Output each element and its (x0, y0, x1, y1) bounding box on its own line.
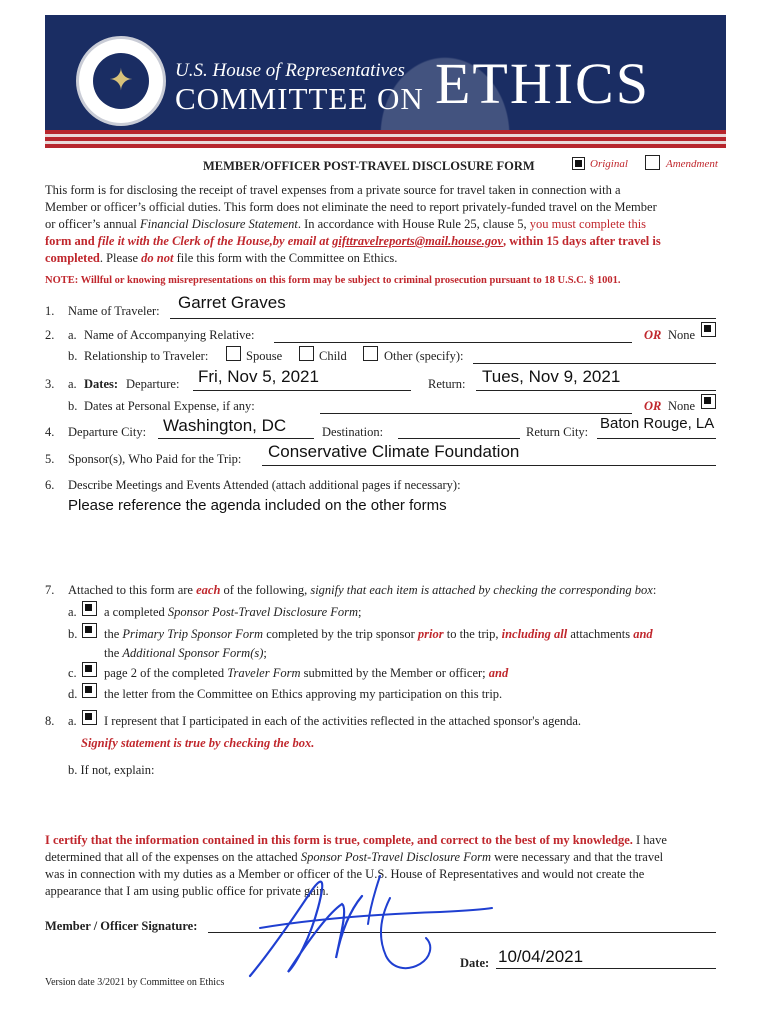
return-city-label: Return City: (526, 425, 589, 439)
personal-dates-label: Dates at Personal Expense, if any: (84, 399, 255, 413)
spouse-checkbox[interactable] (226, 346, 241, 361)
q2a-marker: a. (68, 328, 77, 342)
header-banner (45, 15, 726, 148)
amendment-checkbox[interactable] (645, 155, 660, 170)
q7b-marker: b. (68, 627, 78, 641)
q2-none-label: None (668, 328, 696, 342)
relative-label: Name of Accompanying Relative: (84, 328, 255, 342)
departure-line (193, 390, 411, 391)
child-label: Child (319, 349, 347, 363)
certification-paragraph: I certify that the information contained in this form is true, complete, and correct to the best of my knowledge. I have determined that all of the expenses on the attached Sponsor Post-Travel Disclosure Form were necessary and that the travel was in connection with my duties as a Member or officer of the U.S. House of Representatives and would not create the appearance that I am using public office for private gain. (45, 833, 667, 898)
q2-number: 2. (45, 328, 55, 342)
departure-date-field[interactable]: Fri, Nov 5, 2021 (198, 367, 319, 386)
clerk-email-link[interactable]: gifttravelreports@mail.house.gov (332, 234, 503, 248)
q7d-marker: d. (68, 687, 78, 701)
q7b-text: the Primary Trip Sponsor Form completed by the trip sponsor prior to the trip, including all attachments and the Additional Sponsor Form(s); (104, 627, 653, 660)
q3-or: OR (644, 399, 662, 413)
committee-on-text: COMMITTEE ON (175, 81, 424, 116)
q1-number: 1. (45, 304, 55, 318)
traveler-form-checkbox[interactable] (82, 662, 97, 677)
personal-dates-field[interactable] (320, 413, 632, 414)
q7a-text: a completed Sponsor Post-Travel Disclosure Form; (104, 605, 362, 619)
sponsor-label: Sponsor(s), Who Paid for the Trip: (68, 452, 242, 466)
signify-statement: Signify statement is true by checking the box. (81, 736, 315, 750)
q3-none-label: None (668, 399, 696, 413)
house-line: U.S. House of Representatives (175, 60, 405, 81)
q8a-marker: a. (68, 714, 77, 728)
relative-none-checkbox[interactable] (701, 322, 716, 337)
q1-line (170, 318, 716, 319)
destination-field[interactable] (398, 438, 520, 439)
q8a-text: I represent that I participated in each of the activities reflected in the attached sponsor's agenda. (104, 714, 582, 728)
q7a-marker: a. (68, 605, 77, 619)
date-label: Date: (460, 956, 490, 970)
return-city-field[interactable]: Baton Rouge, LA (600, 415, 715, 432)
q7-number: 7. (45, 583, 55, 597)
personal-none-checkbox[interactable] (701, 394, 716, 409)
return-date-field[interactable]: Tues, Nov 9, 2021 (482, 367, 621, 386)
original-label: Original (590, 158, 628, 170)
explain-label: b. If not, explain: (68, 763, 155, 777)
version-footer: Version date 3/2021 by Committee on Ethics (45, 977, 225, 988)
q7c-text: page 2 of the completed Traveler Form submitted by the Member or officer; and (104, 666, 509, 680)
q6-number: 6. (45, 478, 55, 492)
participation-checkbox[interactable] (82, 710, 97, 725)
relative-field[interactable] (274, 342, 632, 343)
sponsor-form-checkbox[interactable] (82, 601, 97, 616)
q7-lead: Attached to this form are each of the following, signify that each item is attached by checking the corresponding box: (68, 583, 657, 597)
sponsor-field[interactable]: Conservative Climate Foundation (268, 442, 520, 461)
q5-number: 5. (45, 452, 55, 466)
q3-number: 3. (45, 377, 55, 391)
approval-letter-checkbox[interactable] (82, 683, 97, 698)
meetings-label: Describe Meetings and Events Attended (attach additional pages if necessary): (68, 478, 461, 492)
signature-date-field[interactable]: 10/04/2021 (498, 947, 584, 966)
date-line (496, 968, 716, 969)
meetings-field[interactable]: Please reference the agenda included on the other forms (68, 497, 447, 514)
q2b-marker: b. (68, 349, 78, 363)
q8-number: 8. (45, 714, 55, 728)
primary-sponsor-checkbox[interactable] (82, 623, 97, 638)
criminal-note: NOTE: Willful or knowing misrepresentations on this form may be subject to criminal prosecution pursuant to 18 U.S.C. § 1001. (45, 275, 621, 286)
form-title: MEMBER/OFFICER POST-TRAVEL DISCLOSURE FORM (203, 159, 535, 173)
departure-city-field[interactable]: Washington, DC (163, 416, 287, 435)
return-line (476, 390, 716, 391)
traveler-name-field[interactable]: Garret Graves (178, 293, 286, 312)
amendment-label: Amendment (666, 158, 718, 170)
other-label: Other (specify): (384, 349, 464, 363)
dates-label: Dates: (84, 377, 119, 391)
original-checkbox[interactable] (572, 157, 585, 170)
q7d-text: the letter from the Committee on Ethics approving my participation on this trip. (104, 687, 503, 701)
departure-label: Departure: (126, 377, 180, 391)
departure-city-label: Departure City: (68, 425, 147, 439)
signature-label: Member / Officer Signature: (45, 919, 198, 933)
q3b-marker: b. (68, 399, 78, 413)
destination-label: Destination: (322, 425, 384, 439)
other-checkbox[interactable] (363, 346, 378, 361)
intro-paragraph: This form is for disclosing the receipt of travel expenses from a private source for travel taken in connection with a Member or officer’s official duties. This form does not eliminate the need to report privately-funded travel on the Member or officer’s annual Financial Disclosure Statement. In accordance with House Rule 25, clause 5, you must complete this form and file it with the Clerk of the House,by email at gifttravelreports@mail.house.gov, within 15 days after travel is completed. Please do not file this form with the Committee on Ethics. (45, 183, 661, 265)
flag-stripes (45, 130, 726, 148)
other-specify-field[interactable] (473, 363, 716, 364)
q3a-marker: a. (68, 377, 77, 391)
q1-label: Name of Traveler: (68, 304, 160, 318)
house-seal-icon: ✦ (76, 36, 166, 126)
relationship-label: Relationship to Traveler: (84, 349, 209, 363)
departure-city-line (158, 438, 314, 439)
sponsor-line (262, 465, 716, 466)
q7c-marker: c. (68, 666, 77, 680)
spouse-label: Spouse (246, 349, 283, 363)
return-label: Return: (428, 377, 466, 391)
child-checkbox[interactable] (299, 346, 314, 361)
q4-number: 4. (45, 425, 55, 439)
ethics-text: ETHICS (435, 51, 650, 116)
return-city-line (597, 438, 716, 439)
q2-or: OR (644, 328, 662, 342)
